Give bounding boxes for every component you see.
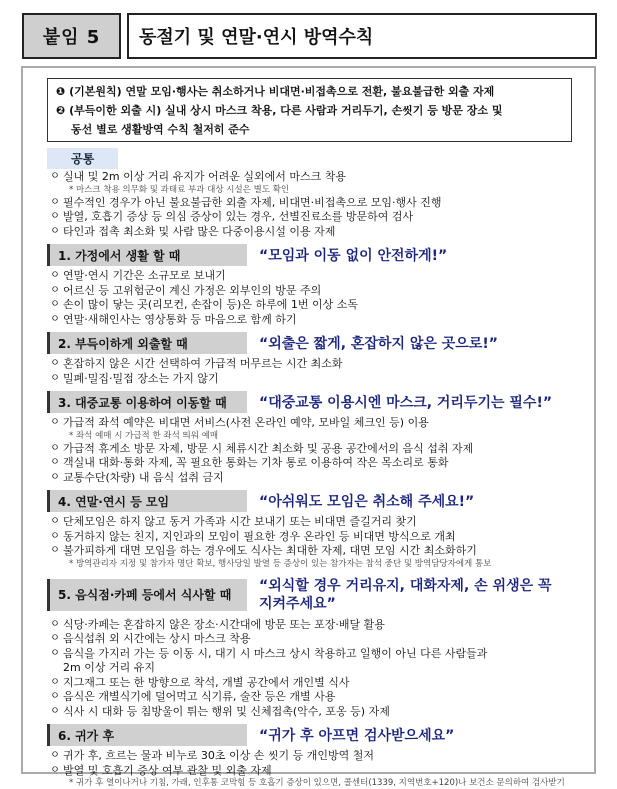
section-header: [47, 332, 577, 354]
list-item: [47, 471, 577, 486]
bullet-icon: ㅇ: [50, 676, 60, 688]
list-item-text: 불가피하게 대면 모임을 하는 경우에도 식사는 최대한 자제, 대면 모임 시간 최소화하기: [63, 544, 477, 557]
rule-section: [47, 244, 577, 327]
list-item: [47, 632, 577, 647]
list-item: [47, 225, 577, 240]
list-item-text: 음식을 가지러 가는 등 이동 시, 대기 시 마스크 상시 착용하고 일행이 아닌 다른 사람들과: [63, 646, 488, 660]
section-label: 5. 음식점·카페 등에서 식사할 때: [47, 579, 247, 611]
bullet-icon: ㅇ: [50, 211, 60, 222]
bullet-icon: ㅇ: [50, 750, 60, 761]
list-item-text: 단체모임은 하지 않고 동거 가족과 시간 보내기 또는 비대면 즐길거리 찾기: [63, 515, 417, 528]
rule-section: [47, 490, 577, 570]
list-item: [47, 313, 577, 328]
section-slogan: “대중교통 이용시엔 마스크, 거리두기는 필수!”: [259, 395, 553, 411]
common-section: [47, 148, 577, 239]
list-item: [47, 284, 577, 299]
list-item-text: 식당·카페는 혼잡하지 않은 장소·시간대에 방문 또는 포장·배달 활용: [63, 617, 385, 631]
bullet-icon: ㅇ: [50, 691, 60, 702]
list-item: [47, 544, 577, 559]
bullet-icon: ㅇ: [50, 633, 60, 644]
list-item-text: 교통수단(차량) 내 음식 섭취 금지: [63, 470, 224, 484]
bullet-icon: ㅇ: [50, 471, 60, 483]
page-title: 동절기 및 연말·연시 방역수칙: [127, 13, 597, 59]
section-header: [47, 724, 577, 746]
content-frame: [21, 66, 596, 788]
bullet-icon: ㅇ: [50, 270, 60, 281]
list-item: [47, 647, 577, 662]
bullet-icon: ㅇ: [50, 530, 60, 542]
list-item: [47, 764, 577, 779]
list-item-text: 손이 많이 닿는 곳(리모컨, 손잡이 등)은 하루에 1번 이상 소독: [63, 298, 358, 311]
rule-section: [47, 391, 577, 485]
section-header: [47, 391, 577, 413]
rule-section: [47, 724, 577, 789]
summary-line-1: ❶ (기본원칙) 연말 모임·행사는 취소하거나 비대면·비접촉으로 전환, 불요불급한 외출 자제: [56, 85, 495, 98]
list-item: [47, 676, 577, 691]
bullet-icon: ㅇ: [50, 442, 60, 454]
common-items: [47, 170, 577, 239]
list-item-text: 밀폐·밀집·밀접 장소는 가지 않기: [63, 371, 219, 385]
list-item-text: 타인과 접촉 최소화 및 사람 많은 다중이용시설 이용 자제: [63, 224, 336, 238]
list-item: [47, 416, 577, 431]
list-item: [47, 372, 577, 387]
section-label: 4. 연말·연시 등 모임: [47, 490, 247, 512]
list-item: [47, 530, 577, 545]
section-label: 2. 부득이하게 외출할 때: [47, 332, 247, 354]
sections: [47, 244, 577, 789]
bullet-icon: ㅇ: [50, 618, 60, 630]
bullet-icon: ㅇ: [50, 457, 60, 468]
list-item-text: 귀가 후, 흐르는 물과 비누로 30초 이상 손 씻기 등 개인방역 철저: [63, 749, 374, 762]
bullet-icon: ㅇ: [50, 372, 60, 384]
list-item-text: 음식섭취 외 시간에는 상시 마스크 착용: [63, 632, 251, 645]
list-item-text: 연말·연시 기간은 소규모로 보내기: [63, 269, 226, 282]
footnote: * 마스크 착용 의무화 및 과태료 부과 대상 시설은 별도 확인: [69, 184, 290, 195]
list-item: [47, 269, 577, 284]
list-item: [47, 357, 577, 372]
section-label: 3. 대중교통 이용하여 이동할 때: [47, 391, 247, 413]
section-slogan: “외식할 경우 거리유지, 대화자제, 손 위생은 꼭 지켜주세요”: [259, 577, 552, 612]
section-slogan: “외출은 짧게, 혼잡하지 않은 곳으로!”: [259, 336, 498, 352]
section-slogan: “아쉬워도 모임은 취소해 주세요!”: [259, 494, 475, 510]
list-item-text: 실내 및 2m 이상 거리 유지가 어려운 실외에서 마스크 착용: [63, 170, 346, 183]
summary-line-3: 동선 별로 생활방역 수칙 철저히 준수: [71, 123, 250, 136]
section-label: 6. 귀가 후: [47, 724, 247, 746]
list-item: [47, 705, 577, 720]
bullet-icon: ㅇ: [50, 764, 60, 776]
list-item: [47, 442, 577, 457]
rule-section: [47, 332, 577, 386]
bullet-icon: ㅇ: [50, 545, 60, 556]
bullet-icon: ㅇ: [50, 705, 60, 717]
section-slogan: “귀가 후 아프면 검사받으세요”: [259, 728, 455, 744]
list-item-text: 필수적인 경우가 아닌 불요불급한 외출 자제, 비대면·비접촉으로 모임·행사 진행: [63, 195, 442, 209]
bullet-icon: ㅇ: [50, 647, 60, 659]
list-item-text: 가급적 좌석 예약은 비대면 서비스(사전 온라인 예약, 모바일 체크인 등) 이용: [63, 416, 429, 429]
list-item-text: 동거하지 않는 친지, 지인과의 모임이 필요한 경우 온라인 등 비대면 방식으로 개최: [63, 529, 456, 543]
list-item-text: 가급적 휴게소 방문 자제, 방문 시 체류시간 최소화 및 공용 공간에서의 음식 섭취 자제: [63, 441, 474, 455]
list-item-text: 혼잡하지 않은 시간 선택하여 가급적 머무르는 시간 최소화: [63, 357, 343, 370]
section-slogan: “모임과 이동 없이 안전하게!”: [259, 248, 448, 264]
list-item-text: 발열, 호흡기 증상 등 의심 증상이 있는 경우, 선별진료소를 방문하여 검사: [63, 210, 414, 223]
list-item: [47, 456, 577, 471]
section-label: 1. 가정에서 생활 할 때: [47, 244, 247, 266]
bullet-icon: ㅇ: [50, 171, 60, 182]
list-item-text: 음식은 개별식기에 덜어먹고 식기류, 술잔 등은 개별 사용: [63, 690, 336, 703]
list-item: [47, 749, 577, 764]
bullet-icon: ㅇ: [50, 313, 60, 325]
list-item: [47, 210, 577, 225]
summary-line-2: ❷ (부득이한 외출 시) 실내 상시 마스크 착용, 다른 사람과 거리두기, 손씻기 등 방문 장소 및: [56, 104, 503, 117]
section-header: [47, 490, 577, 512]
list-item-text: 지그재그 또는 한 방향으로 착석, 개별 공간에서 개인별 식사: [63, 675, 350, 689]
list-item-text: 연말·새해인사는 영상통화 등 마음으로 함께 하기: [63, 312, 297, 326]
list-item-text: 식사 시 대화 등 침방울이 튀는 행위 및 신체접촉(악수, 포옹 등) 자제: [63, 704, 390, 718]
bullet-icon: ㅇ: [50, 196, 60, 208]
list-item: [47, 170, 577, 185]
bullet-icon: ㅇ: [50, 225, 60, 237]
list-item: [47, 661, 577, 676]
rule-section: [47, 575, 577, 720]
footnote: * 방역관리자 지정 및 참가자 명단 확보, 행사당일 발열 등 증상이 있는 참가자는 참석 중단 및 방역담당자에게 통보: [69, 558, 492, 569]
bullet-icon: ㅇ: [50, 284, 60, 296]
attachment-tag: 붙임 5: [22, 13, 121, 59]
summary-box: [47, 78, 572, 142]
bullet-icon: ㅇ: [50, 417, 60, 428]
list-item: [47, 196, 577, 211]
bullet-icon: ㅇ: [50, 516, 60, 527]
list-item: [47, 298, 577, 313]
list-item-text: 객실내 대화·통화 자제, 꼭 필요한 통화는 기차 통로 이용하여 작은 목소리로 통화: [63, 456, 449, 469]
document-header: [22, 13, 597, 59]
list-item-text: 2m 이상 거리 유지: [63, 661, 155, 674]
common-label: 공통: [47, 148, 118, 169]
list-item-text: 발열 및 호흡기 증상 여부 관찰 및 외출 자제: [63, 763, 272, 777]
list-item: [47, 618, 577, 633]
list-item-text: 어르신 등 고위험군이 계신 가정은 외부인의 방문 주의: [63, 283, 322, 297]
section-header: [47, 244, 577, 266]
rules-content: [47, 148, 577, 789]
section-header: [47, 575, 577, 615]
footnote: * 귀가 후 열이나거나 기침, 가래, 인후통 코막힘 등 호흡기 증상이 있으면, 콜센터(1339, 지역번호+120)나 보건소 문의하여 검사받기: [69, 778, 565, 788]
footnote: * 좌석 예매 시 가급적 한 좌석 띄워 예매: [69, 430, 219, 441]
list-item: [47, 690, 577, 705]
bullet-icon: ㅇ: [50, 299, 60, 310]
bullet-icon: ㅇ: [50, 358, 60, 369]
list-item: [47, 515, 577, 530]
